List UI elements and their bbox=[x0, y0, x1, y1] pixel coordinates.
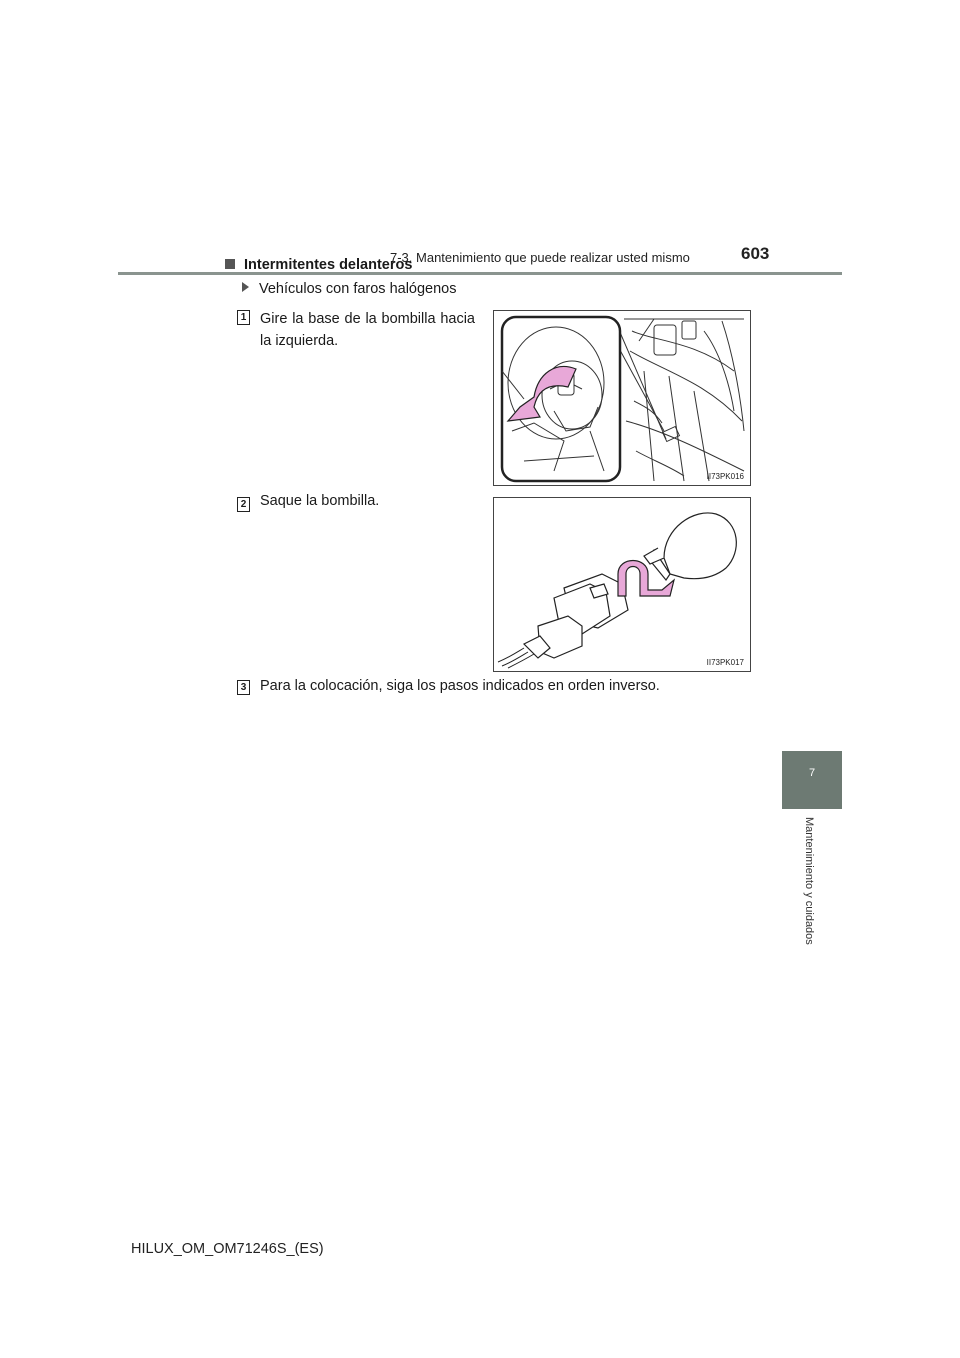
chapter-number: 7 bbox=[808, 767, 816, 779]
step-2-text: Saque la bombilla. bbox=[260, 493, 380, 509]
square-bullet-icon bbox=[225, 259, 235, 269]
page-number: 603 bbox=[741, 244, 770, 263]
step-3-text: Para la colocación, siga los pasos indicados en orden inverso. bbox=[260, 678, 660, 694]
chapter-tab bbox=[782, 751, 842, 809]
figure-code: II73PK017 bbox=[706, 658, 744, 667]
sub-heading-text: Vehículos con faros halógenos bbox=[259, 281, 457, 297]
engine-bay-illustration bbox=[494, 311, 750, 485]
bulb-removal-illustration bbox=[494, 498, 750, 671]
triangle-bullet-icon bbox=[242, 282, 249, 292]
figure-bulb-removal bbox=[493, 497, 751, 672]
step-number-2: 2 bbox=[237, 497, 250, 512]
section-heading bbox=[225, 257, 412, 273]
sub-heading bbox=[242, 281, 457, 297]
figure-code: II73PK016 bbox=[706, 472, 744, 481]
section-heading-text: Intermitentes delanteros bbox=[244, 257, 413, 273]
chapter-title: Mantenimiento y cuidados bbox=[803, 817, 815, 945]
step-1-text: Gire la base de la bombilla hacia la izquierda. bbox=[260, 311, 475, 349]
step-number-1: 1 bbox=[237, 310, 250, 325]
footer-document-id: HILUX_OM_OM71246S_(ES) bbox=[131, 1241, 324, 1257]
running-header: 7-3. Mantenimiento que puede realizar usted mismo bbox=[390, 250, 690, 265]
step-number-3: 3 bbox=[237, 680, 250, 695]
figure-headlight-bulb-socket bbox=[493, 310, 751, 486]
